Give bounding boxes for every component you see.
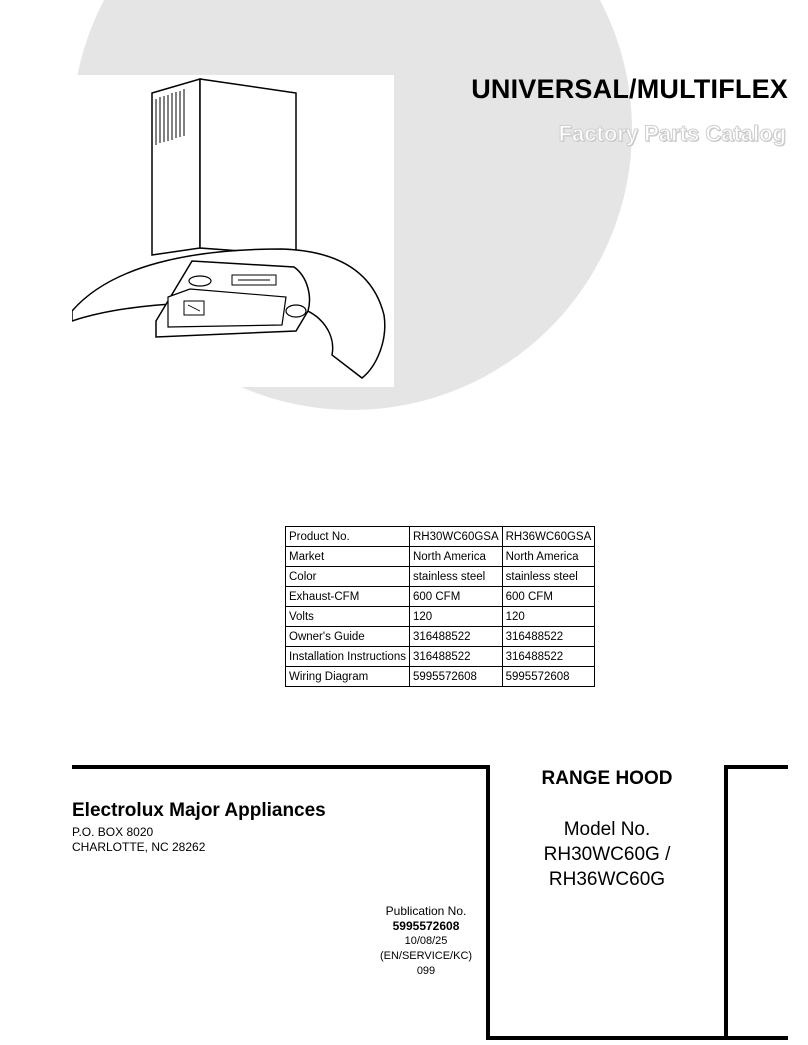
row-value: 316488522: [409, 627, 502, 647]
row-label: Volts: [286, 607, 410, 627]
range-hood-illustration: [72, 75, 394, 387]
row-value: 600 CFM: [409, 587, 502, 607]
publication-number: 5995572608: [392, 919, 460, 933]
frame-line-left-top: [72, 765, 490, 769]
table-row: [286, 547, 595, 567]
row-value: 120: [502, 607, 595, 627]
row-value: RH36WC60GSA: [502, 527, 595, 547]
model-line-2: RH36WC60G: [548, 869, 666, 890]
row-value: stainless steel: [502, 567, 595, 587]
row-value: North America: [409, 547, 502, 567]
row-label: Exhaust-CFM: [286, 587, 410, 607]
row-value: 120: [409, 607, 502, 627]
table-row: [286, 647, 595, 667]
frame-line-right-top: [724, 765, 788, 769]
model-label: Model No.: [563, 819, 651, 840]
table-row: [286, 627, 595, 647]
table-row: [286, 667, 595, 687]
row-value: 5995572608: [409, 667, 502, 687]
address-line-2: CHARLOTTE, NC 28262: [72, 840, 206, 854]
row-value: stainless steel: [409, 567, 502, 587]
publication-code: (EN/SERVICE/KC): [379, 950, 473, 962]
row-value: 316488522: [502, 647, 595, 667]
row-value: 600 CFM: [502, 587, 595, 607]
address-line-1: P.O. BOX 8020: [72, 825, 154, 839]
frame-line-left-vertical: [486, 765, 490, 1040]
table-row: [286, 607, 595, 627]
brand-title: UNIVERSAL/MULTIFLEX: [471, 74, 788, 104]
product-type: RANGE HOOD: [541, 768, 673, 789]
frame-line-bottom: [486, 1036, 788, 1040]
company-name: Electrolux Major Appliances: [72, 800, 326, 821]
publication-date: 10/08/25: [404, 935, 448, 947]
row-value: 5995572608: [502, 667, 595, 687]
frame-line-right-vertical: [724, 765, 728, 1040]
publication-suffix: 099: [416, 965, 436, 977]
row-value: RH30WC60GSA: [409, 527, 502, 547]
row-label: Wiring Diagram: [286, 667, 410, 687]
row-value: 316488522: [409, 647, 502, 667]
row-label: Color: [286, 567, 410, 587]
spec-table: [285, 526, 595, 687]
range-hood-icon: [72, 75, 394, 387]
row-value: 316488522: [502, 627, 595, 647]
publication-block: [366, 904, 486, 979]
table-row: [286, 587, 595, 607]
row-label: Product No.: [286, 527, 410, 547]
row-value: North America: [502, 547, 595, 567]
row-label: Installation Instructions: [286, 647, 410, 667]
model-line-1: RH30WC60G /: [543, 844, 671, 865]
table-row: [286, 567, 595, 587]
publication-label: Publication No.: [385, 904, 467, 918]
table-row: [286, 527, 595, 547]
model-block: [500, 817, 714, 892]
row-label: Owner's Guide: [286, 627, 410, 647]
catalog-subtitle: Factory Parts Catalog: [558, 121, 786, 146]
row-label: Market: [286, 547, 410, 567]
